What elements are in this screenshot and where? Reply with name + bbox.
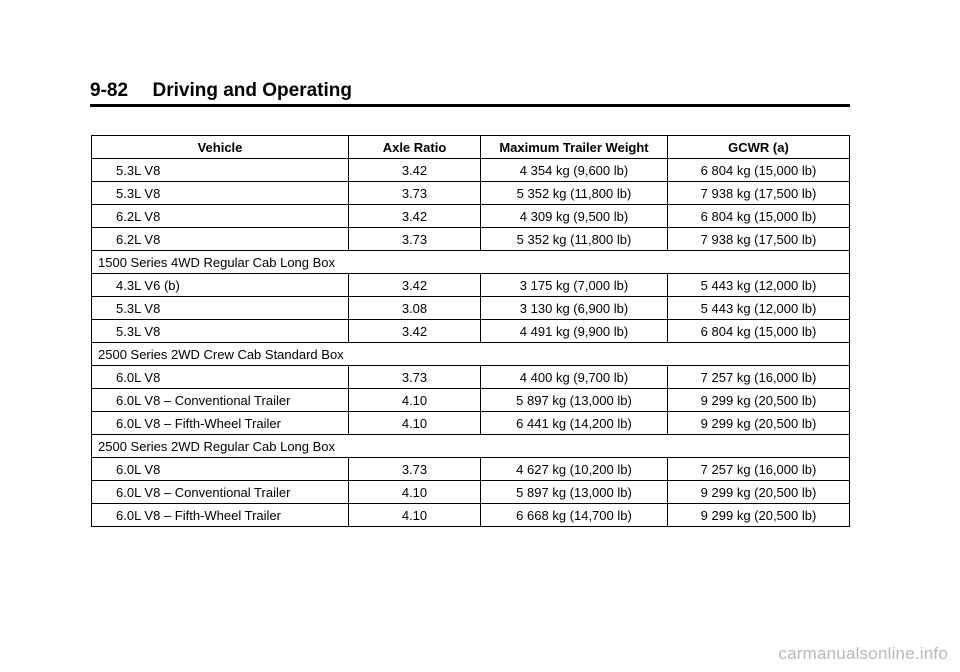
cell-max-trailer-weight: 4 627 kg (10,200 lb) — [481, 458, 668, 481]
table-section-row — [92, 435, 850, 458]
table-row — [92, 458, 850, 481]
section-label: 1500 Series 4WD Regular Cab Long Box — [92, 251, 850, 274]
cell-axle-ratio: 4.10 — [349, 481, 481, 504]
cell-max-trailer-weight: 5 897 kg (13,000 lb) — [481, 481, 668, 504]
table-section-row — [92, 251, 850, 274]
table-section-row — [92, 343, 850, 366]
cell-max-trailer-weight: 5 352 kg (11,800 lb) — [481, 228, 668, 251]
cell-vehicle: 5.3L V8 — [92, 182, 349, 205]
cell-gcwr: 7 938 kg (17,500 lb) — [668, 182, 850, 205]
cell-axle-ratio: 4.10 — [349, 389, 481, 412]
cell-axle-ratio: 3.73 — [349, 182, 481, 205]
column-header-max-trailer-weight: Maximum Trailer Weight — [481, 136, 668, 159]
table-row — [92, 320, 850, 343]
cell-gcwr: 9 299 kg (20,500 lb) — [668, 389, 850, 412]
section-label: 2500 Series 2WD Regular Cab Long Box — [92, 435, 850, 458]
cell-gcwr: 6 804 kg (15,000 lb) — [668, 205, 850, 228]
cell-max-trailer-weight: 4 491 kg (9,900 lb) — [481, 320, 668, 343]
cell-gcwr: 7 257 kg (16,000 lb) — [668, 458, 850, 481]
cell-gcwr: 6 804 kg (15,000 lb) — [668, 320, 850, 343]
cell-gcwr: 5 443 kg (12,000 lb) — [668, 297, 850, 320]
table-row — [92, 504, 850, 527]
cell-max-trailer-weight: 3 175 kg (7,000 lb) — [481, 274, 668, 297]
table-row — [92, 274, 850, 297]
cell-gcwr: 7 938 kg (17,500 lb) — [668, 228, 850, 251]
cell-gcwr: 7 257 kg (16,000 lb) — [668, 366, 850, 389]
cell-vehicle: 5.3L V8 — [92, 159, 349, 182]
cell-axle-ratio: 3.73 — [349, 366, 481, 389]
column-header-gcwr: GCWR (a) — [668, 136, 850, 159]
cell-vehicle: 5.3L V8 — [92, 320, 349, 343]
table-row — [92, 205, 850, 228]
table-row — [92, 366, 850, 389]
cell-vehicle: 6.2L V8 — [92, 205, 349, 228]
table-row — [92, 182, 850, 205]
page-number: 9-82 — [90, 80, 129, 101]
cell-axle-ratio: 3.42 — [349, 274, 481, 297]
table-row — [92, 389, 850, 412]
cell-vehicle: 6.0L V8 — [92, 458, 349, 481]
table-row — [92, 228, 850, 251]
column-header-axle-ratio: Axle Ratio — [349, 136, 481, 159]
cell-gcwr: 5 443 kg (12,000 lb) — [668, 274, 850, 297]
table-row — [92, 412, 850, 435]
cell-vehicle: 6.0L V8 – Fifth-Wheel Trailer — [92, 412, 349, 435]
cell-gcwr: 6 804 kg (15,000 lb) — [668, 159, 850, 182]
cell-axle-ratio: 4.10 — [349, 504, 481, 527]
cell-axle-ratio: 3.42 — [349, 320, 481, 343]
cell-max-trailer-weight: 4 354 kg (9,600 lb) — [481, 159, 668, 182]
cell-max-trailer-weight: 5 352 kg (11,800 lb) — [481, 182, 668, 205]
cell-vehicle: 5.3L V8 — [92, 297, 349, 320]
page-header — [90, 80, 850, 107]
cell-max-trailer-weight: 3 130 kg (6,900 lb) — [481, 297, 668, 320]
cell-vehicle: 4.3L V6 (b) — [92, 274, 349, 297]
cell-gcwr: 9 299 kg (20,500 lb) — [668, 481, 850, 504]
cell-axle-ratio: 3.08 — [349, 297, 481, 320]
cell-max-trailer-weight: 5 897 kg (13,000 lb) — [481, 389, 668, 412]
section-label: 2500 Series 2WD Crew Cab Standard Box — [92, 343, 850, 366]
cell-vehicle: 6.0L V8 — [92, 366, 349, 389]
cell-vehicle: 6.0L V8 – Fifth-Wheel Trailer — [92, 504, 349, 527]
cell-axle-ratio: 3.73 — [349, 458, 481, 481]
trailer-weight-table — [91, 135, 850, 527]
table-row — [92, 159, 850, 182]
cell-gcwr: 9 299 kg (20,500 lb) — [668, 504, 850, 527]
cell-vehicle: 6.2L V8 — [92, 228, 349, 251]
table-row — [92, 481, 850, 504]
watermark: carmanualsonline.info — [778, 644, 948, 663]
cell-vehicle: 6.0L V8 – Conventional Trailer — [92, 389, 349, 412]
cell-max-trailer-weight: 4 400 kg (9,700 lb) — [481, 366, 668, 389]
table-body — [92, 159, 850, 527]
cell-max-trailer-weight: 4 309 kg (9,500 lb) — [481, 205, 668, 228]
table-header-row — [92, 136, 850, 159]
cell-gcwr: 9 299 kg (20,500 lb) — [668, 412, 850, 435]
cell-axle-ratio: 3.42 — [349, 159, 481, 182]
table-row — [92, 297, 850, 320]
cell-axle-ratio: 3.73 — [349, 228, 481, 251]
section-title: Driving and Operating — [152, 80, 353, 101]
cell-vehicle: 6.0L V8 – Conventional Trailer — [92, 481, 349, 504]
cell-max-trailer-weight: 6 668 kg (14,700 lb) — [481, 504, 668, 527]
cell-max-trailer-weight: 6 441 kg (14,200 lb) — [481, 412, 668, 435]
cell-axle-ratio: 4.10 — [349, 412, 481, 435]
cell-axle-ratio: 3.42 — [349, 205, 481, 228]
column-header-vehicle: Vehicle — [92, 136, 349, 159]
